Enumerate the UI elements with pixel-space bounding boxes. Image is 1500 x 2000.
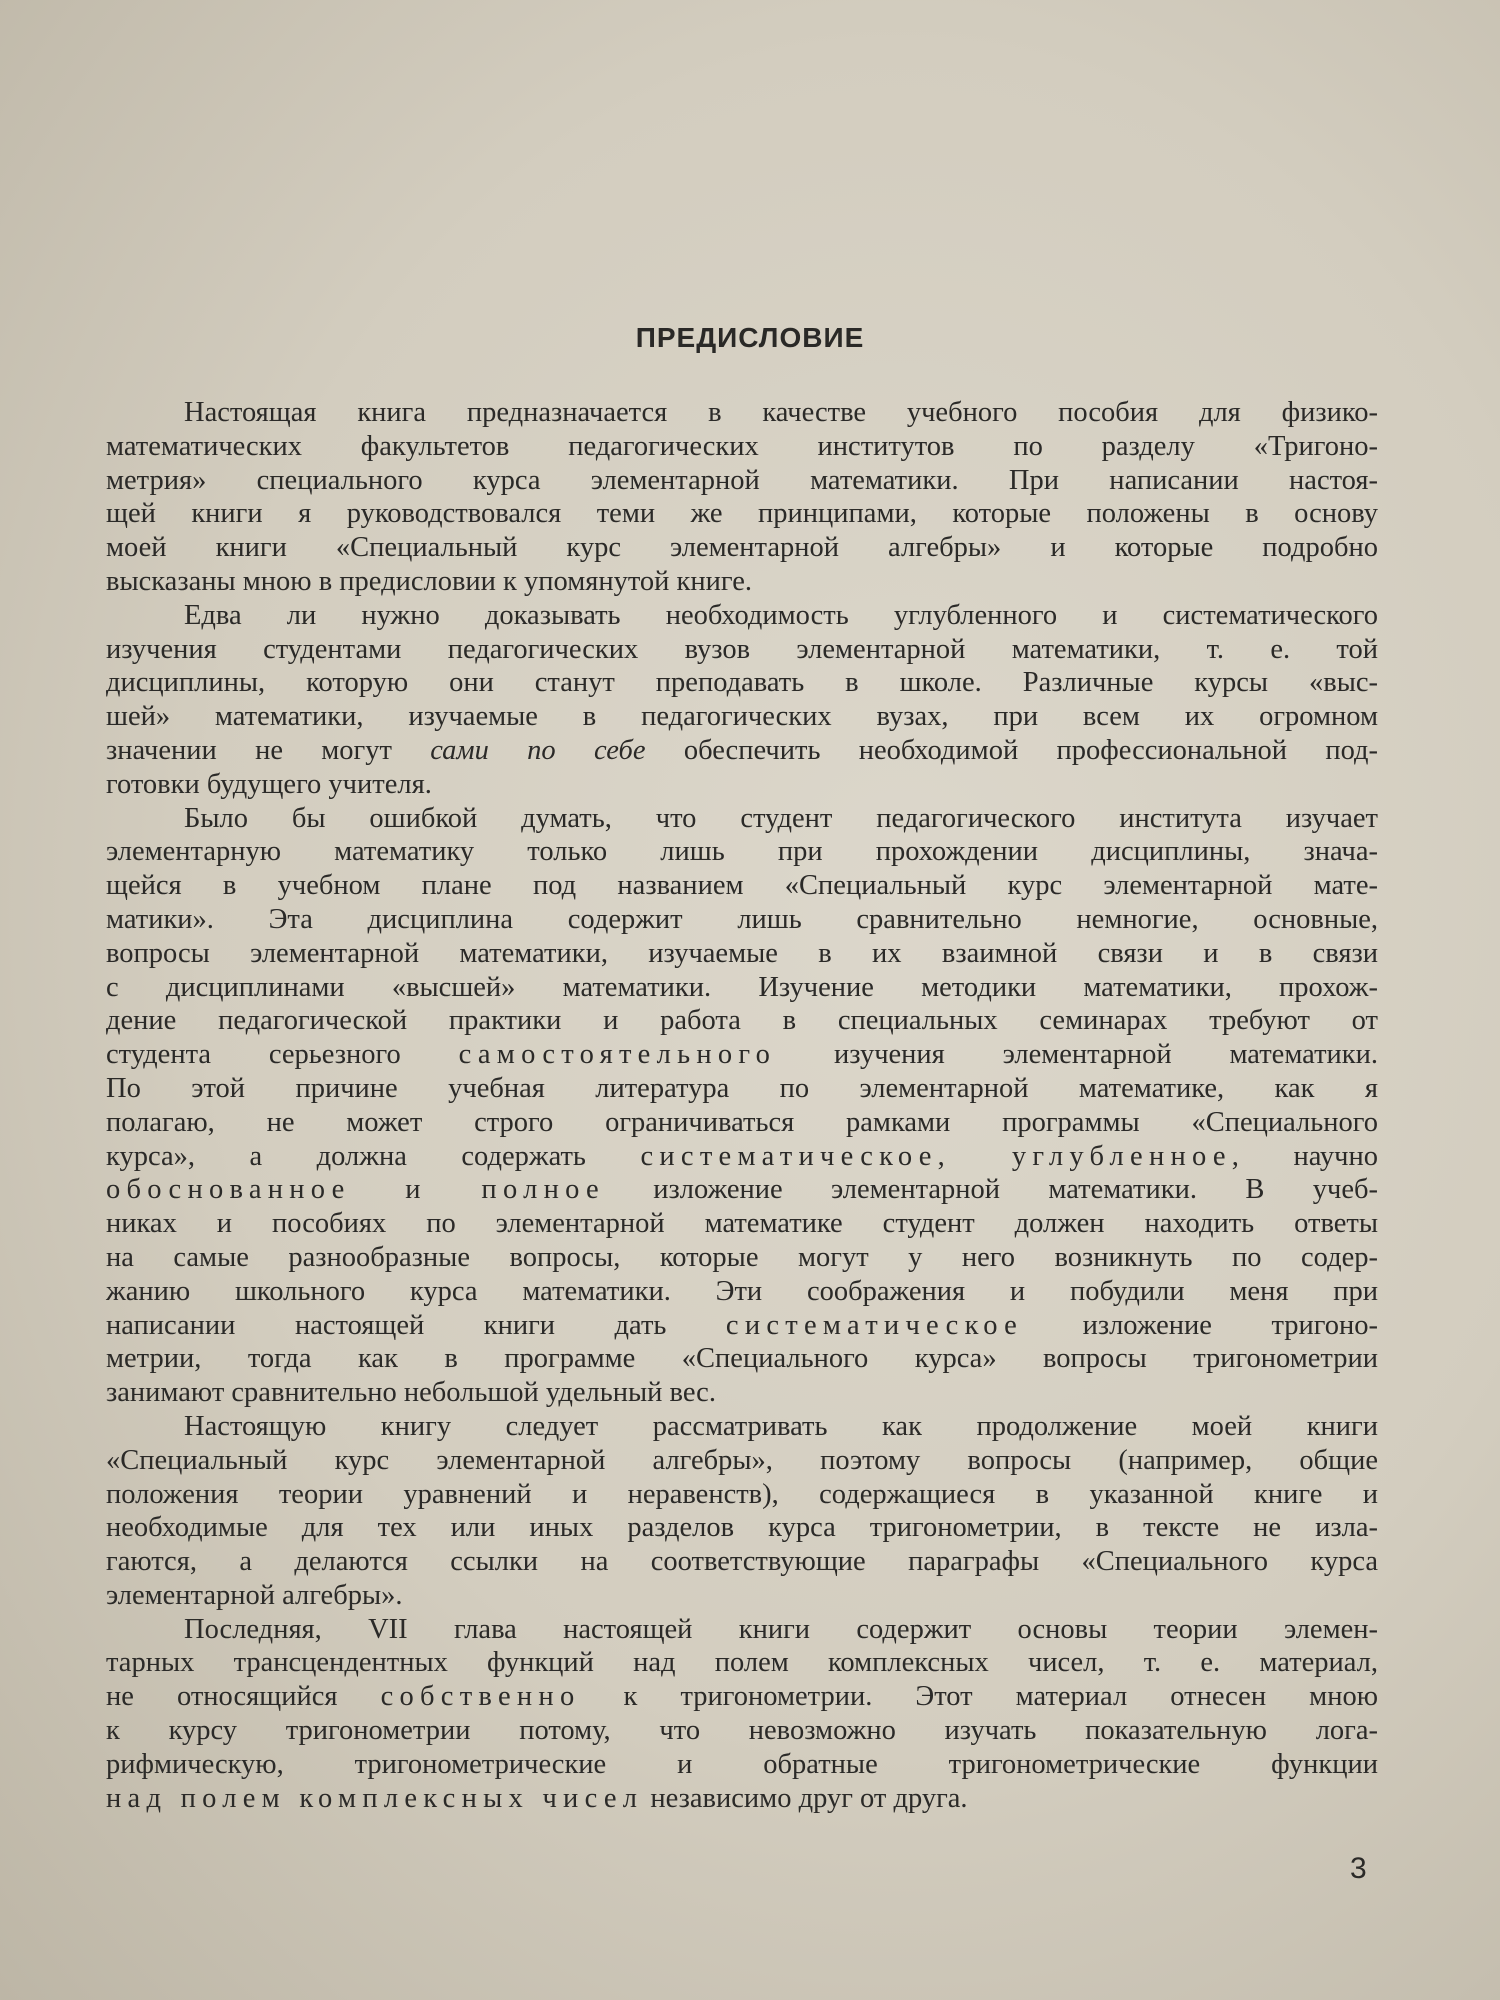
spaced-emphasis: над полем комплексных чисел xyxy=(106,1782,644,1814)
text-line xyxy=(106,734,1378,768)
text-line xyxy=(106,531,1378,565)
text-segment: вопросы элементарной математики, изучаемые в их взаимной связи и в связи xyxy=(106,937,1378,969)
preface-body xyxy=(106,396,1378,1815)
text-line xyxy=(106,1309,1378,1343)
text-segment: к курсу тригонометрии потому, что невозможно изучать показательную лога- xyxy=(106,1715,1378,1747)
text-segment: изложение тригоно- xyxy=(1023,1309,1378,1341)
text-line xyxy=(106,430,1378,464)
text-segment: «Специальный курс элементарной алгебры», поэтому вопросы (например, общие xyxy=(106,1444,1378,1476)
text-line xyxy=(106,1376,1378,1410)
text-segment: дисциплины, которую они станут преподавать в школе. Различные курсы «выс- xyxy=(106,667,1378,699)
text-segment: значении не могут xyxy=(106,734,431,766)
text-line xyxy=(106,1275,1378,1309)
text-segment: тарных трансцендентных функций над полем комплексных чисел, т. е. материал, xyxy=(106,1647,1378,1679)
page-number: 3 xyxy=(1350,1852,1367,1885)
text-line xyxy=(106,1444,1378,1478)
text-segment: изучения элементарной математики. xyxy=(776,1039,1378,1071)
text-line xyxy=(106,1579,1378,1613)
spaced-emphasis: систематическое xyxy=(725,1309,1024,1341)
text-segment: изучения студентами педагогических вузов элементарной математики, т. е. той xyxy=(106,633,1378,665)
text-line xyxy=(106,1342,1378,1376)
text-line xyxy=(106,1478,1378,1512)
text-segment: необходимые для тех или иных разделов курса тригонометрии, в тексте не изла- xyxy=(106,1512,1378,1544)
text-line xyxy=(106,1004,1378,1038)
text-segment: метрия» специального курса элементарной математики. При написании настоя- xyxy=(106,464,1378,496)
text-segment: на самые разнообразные вопросы, которые могут у него возникнуть по содер- xyxy=(106,1241,1378,1273)
text-segment: курса», а должна содержать xyxy=(106,1140,641,1172)
text-segment: щей книги я руководствовался теми же принципами, которые положены в основу xyxy=(106,498,1378,530)
text-line xyxy=(106,1714,1378,1748)
text-line xyxy=(106,700,1378,734)
text-segment: никах и пособиях по элементарной математике студент должен находить ответы xyxy=(106,1208,1378,1240)
text-segment: щейся в учебном плане под названием «Специальный курс элементарной мате- xyxy=(106,870,1378,902)
text-line xyxy=(106,1106,1378,1140)
text-line xyxy=(106,768,1378,802)
text-segment: матики». Эта дисциплина содержит лишь сравнительно немногие, основные, xyxy=(106,903,1378,935)
text-segment: полагаю, не может строго ограничиваться рамками программы «Специального xyxy=(106,1106,1378,1138)
text-line xyxy=(106,396,1378,430)
text-segment: готовки будущего учителя. xyxy=(106,768,432,800)
text-segment: изложение элементарной математики. В учеб- xyxy=(604,1174,1378,1206)
text-line xyxy=(106,599,1378,633)
spaced-emphasis: обоснованное и полное xyxy=(106,1174,605,1206)
text-segment: моей книги «Специальный курс элементарной алгебры» и которые подробно xyxy=(106,532,1378,564)
text-segment: Настоящую книгу следует рассматривать как продолжение моей книги xyxy=(184,1410,1378,1442)
text-segment: математических факультетов педагогических институтов по разделу «Тригоно- xyxy=(106,430,1378,462)
text-line xyxy=(106,937,1378,971)
text-segment: , научно xyxy=(1231,1140,1378,1172)
text-line xyxy=(106,1782,1378,1816)
text-segment: элементарной алгебры». xyxy=(106,1579,403,1611)
text-segment: студента серьезного xyxy=(106,1039,459,1071)
text-segment: положения теории уравнений и неравенств), содержащиеся в указанной книге и xyxy=(106,1478,1378,1510)
text-segment: с дисциплинами «высшей» математики. Изучение методики математики, прохож- xyxy=(106,971,1378,1003)
text-segment: к тригонометрии. Этот материал отнесен мною xyxy=(580,1681,1378,1713)
text-line xyxy=(106,1241,1378,1275)
text-line xyxy=(106,1140,1378,1174)
text-line xyxy=(106,1613,1378,1647)
text-line xyxy=(106,1410,1378,1444)
text-segment: Последняя, VII глава настоящей книги содержит основы теории элемен- xyxy=(184,1613,1378,1645)
text-segment: написании настоящей книги дать xyxy=(106,1309,726,1341)
text-segment: Было бы ошибкой думать, что студент педагогического института изучает xyxy=(184,802,1378,834)
text-segment: метрии, тогда как в программе «Специального курса» вопросы тригонометрии xyxy=(106,1343,1378,1375)
page-title: ПРЕДИСЛОВИЕ xyxy=(635,322,865,353)
text-line xyxy=(106,633,1378,667)
text-line xyxy=(106,903,1378,937)
spaced-emphasis: самостоятельного xyxy=(458,1039,777,1071)
text-segment: шей» математики, изучаемые в педагогических вузах, при всем их огромном xyxy=(106,701,1378,733)
text-segment: Едва ли нужно доказывать необходимость углубленного и систематического xyxy=(184,599,1378,631)
text-line xyxy=(106,464,1378,498)
text-line xyxy=(106,666,1378,700)
text-line xyxy=(106,1511,1378,1545)
text-line xyxy=(106,1748,1378,1782)
text-line xyxy=(106,1173,1378,1207)
text-line xyxy=(106,1072,1378,1106)
spaced-emphasis: собственно xyxy=(380,1681,581,1713)
text-segment: дение педагогической практики и работа в специальных семинарах требуют от xyxy=(106,1005,1378,1037)
text-line xyxy=(106,802,1378,836)
text-line xyxy=(106,971,1378,1005)
spaced-emphasis: систематическое, углубленное xyxy=(640,1140,1232,1172)
text-segment: не относящийся xyxy=(106,1681,381,1713)
text-line xyxy=(106,1646,1378,1680)
text-line xyxy=(106,869,1378,903)
text-segment: занимают сравнительно небольшой удельный вес. xyxy=(106,1377,716,1409)
text-segment: высказаны мною в предисловии к упомянутой книге. xyxy=(106,565,752,597)
text-line xyxy=(106,497,1378,531)
text-line xyxy=(106,1545,1378,1579)
text-line xyxy=(106,1207,1378,1241)
text-line xyxy=(106,835,1378,869)
text-segment: независимо друг от друга. xyxy=(643,1782,968,1814)
text-line xyxy=(106,1038,1378,1072)
text-line xyxy=(106,565,1378,599)
text-segment: обеспечить необходимой профессиональной под- xyxy=(645,734,1378,766)
italic-emphasis: сами по себе xyxy=(430,734,646,766)
text-segment: элементарную математику только лишь при прохождении дисциплины, знача- xyxy=(106,836,1378,868)
text-segment: жанию школьного курса математики. Эти соображения и побудили меня при xyxy=(106,1275,1378,1307)
text-segment: рифмическую, тригонометрические и обратные тригонометрические функции xyxy=(106,1748,1378,1780)
text-segment: По этой причине учебная литература по элементарной математике, как я xyxy=(106,1072,1378,1104)
text-segment: Настоящая книга предназначается в качестве учебного пособия для физико- xyxy=(184,397,1378,428)
text-line xyxy=(106,1680,1378,1714)
text-segment: гаются, а делаются ссылки на соответствующие параграфы «Специального курса xyxy=(106,1546,1378,1578)
